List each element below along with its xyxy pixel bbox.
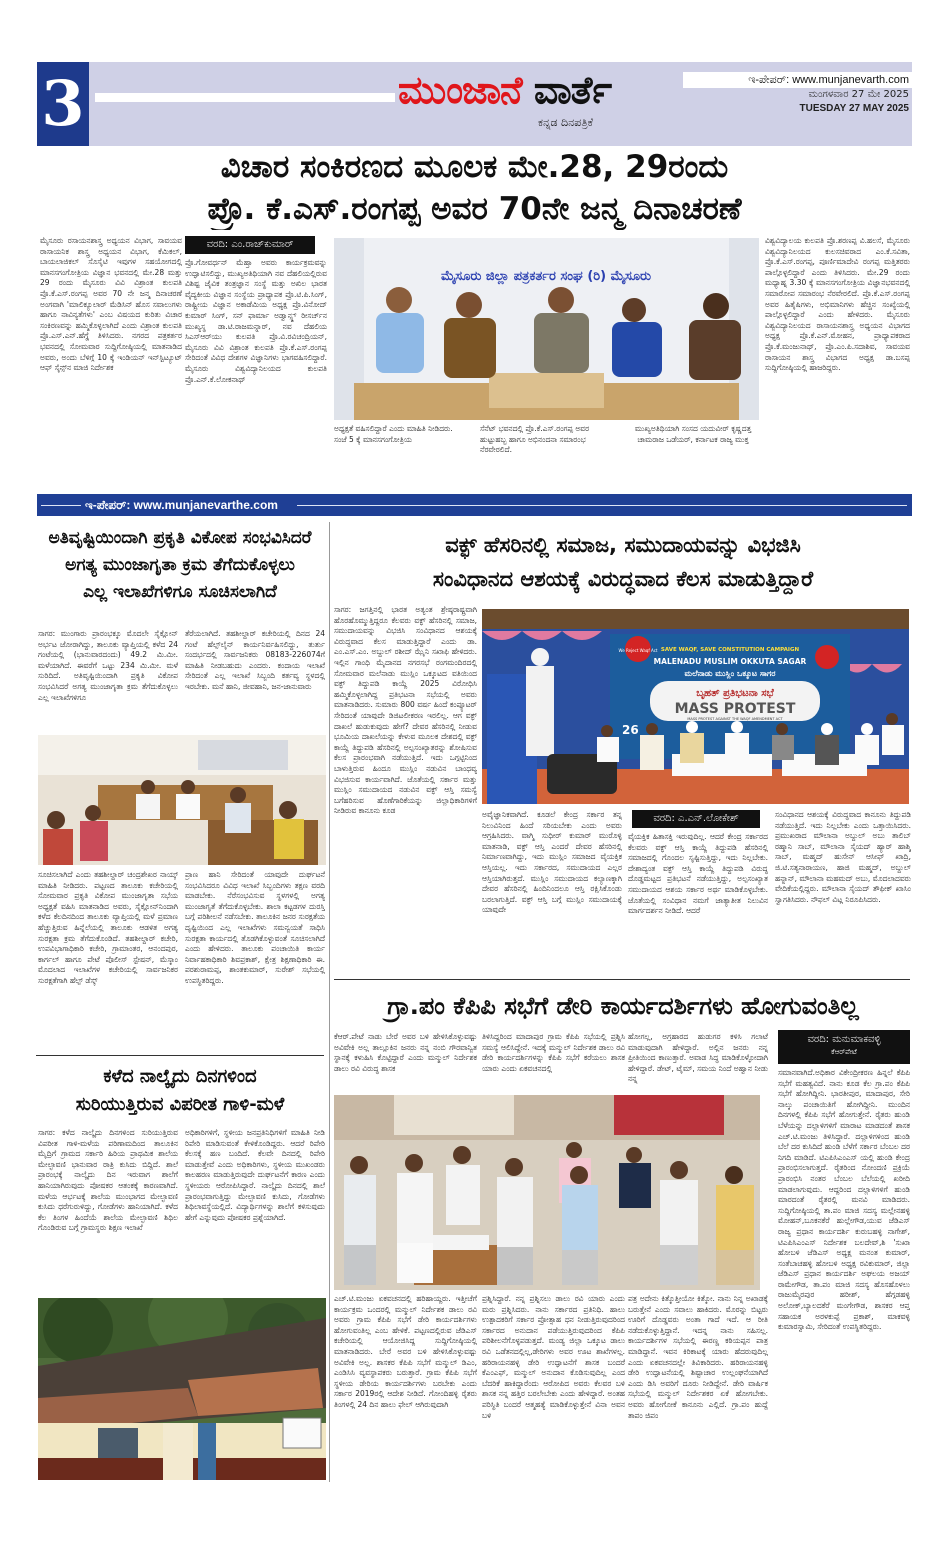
story4-top-rule bbox=[334, 979, 910, 980]
photo-banner-text: ಮೈಸೂರು ಜಿಲ್ಲಾ ಪತ್ರಕರ್ತರ ಸಂಘ (ರಿ) ಮೈಸೂರು bbox=[440, 269, 652, 284]
logo-part-1: ಮುಂಜಾನೆ bbox=[398, 68, 522, 112]
band-rule-right bbox=[297, 505, 907, 506]
story1-photo bbox=[334, 238, 759, 420]
banner-subtitle: MASS PROTEST AGAINST THE WAQF AMENDMENT ACT bbox=[687, 717, 783, 721]
story4-lower-column-1: ಎಚ್.ಟಿ.ಮಂಜು ಏಕವಚನದಲ್ಲಿ ಹರಿಹಾಯ್ದರು. ಇತ್ತೀಚೆಗೆ ಕಾರ್ಯಕ್ರಮ ಒಂದರಲ್ಲಿ ಮನ್ಮುಲ್ ನಿರ್ದೇಶಕ ಡಾಲು ರವಿ ಅವರು ಗ್ರಾಮ ಕೆಪಿಪಿ ಸಭೆಗೆ ಡೇರಿ ಕಾರ್ಯದರ್ಶಿಗಳು ಹೋಗುವಂತಿಲ್ಲ ಎಂಬ ಹೇಳಿಕೆ. ಪಟ್ಟಣದಲ್ಲಿರುವ ಜೆಡಿಎಸ್ ಕಚೇರಿಯಲ್ಲಿ ಆಯೋಜಿಸಿದ್ದ ಸುದ್ದಿಗೋಷ್ಠಿಯಲ್ಲಿ ಮಾತನಾಡಿದರು. ಬೇರೆ ಅವರ ಬಳಿ ಹೇಳಿಸಿಕೊಳ್ಳುವಷ್ಟು ಅವಿವೇಕಿ ಅಲ್ಲ. ಶಾಸಕರ ಕೆಪಿಪಿ ಸಭೆಗೆ ಮನ್ಮುಲ್ ಡಿಎಂ, ಎಂಡಿಸಿಸಿ ವ್ಯವಸ್ಥಾಪಕರು ಬರುತ್ತಾರೆ. ಗ್ರಾಮ ಕೆಪಿಪಿ ಸಭೆಗೆ ಸ್ಥಳೀಯ ಡೇರಿಯ ಕಾರ್ಯದರ್ಶಿಗಳು ಬರಬೇಕು ಎಂದು ಸರ್ಕಾರ 2019ರಲ್ಲಿ ಆದೇಶ ನೀಡಿದೆ. ಗೋಂದಿಹಳ್ಳಿ ರೈತರು ತಿಂಗಳಲ್ಲಿ 24 ದಿನ ಹಾಲು ಫೇಲ್ ಆಗಿರುವುದಾಗಿ bbox=[334, 1294, 477, 1409]
banner-org-english: MALENADU MUSLIM OKKUTA SAGAR bbox=[653, 657, 807, 666]
banner-title-kannada: ಬೃಹತ್ ಪ್ರತಿಭಟನಾ ಸಭೆ bbox=[696, 688, 774, 699]
story4-photo bbox=[334, 1095, 760, 1290]
story4-column-3: ಹೋಗಲ್ಲ, ಅಗ್ರಹಾರದ ಹುಡುಗರ ಕಳಿಸಿ ಗಲಾಟೆ ಮಾಡುವುದಾಗಿ ಹೇಳಿದ್ದಾರೆ. ಅಲ್ಲಿನ ಜನರು ನನ್ನ ಪ್ರೀತಿಯಿಂದ ಕಾಣುತ್ತಾರೆ. ಅವಾಡ ಸಿದ್ಧ ಮಾಡಿಕೊಳ್ಳೋದಾಗಿ ಹೇಳಿದ್ದಾರೆ. ಡೇಟ್, ಟೈಮ್, ಸಮಯ ನಿಂದೆ ಅಹ್ವಾನ ನೀಡು ನನ್ನ bbox=[628, 1032, 768, 1084]
story5-column-1: ಸಾಗರ: ಕಳೆದ ನಾಲ್ಕೈದು ದಿನಗಳಿಂದ ಸುರಿಯುತ್ತಿರುವ ವಿಪರೀತ ಗಾಳಿ-ಮಳೆಯ ಪರಿಣಾಮದಿಂದ ತಾಲೂಕಿನ ಮೈದ್ರಿಗೆ ಗ್ರಾಮದ ಸರ್ಕಾರಿ ಹಿರಿಯ ಪ್ರಾಥಮಿಕ ಶಾಲೆಯ ಮೇಲ್ಛಾವಣಿ ಭಾನುವಾರ ರಾತ್ರಿ ಕುಸಿದು ಬಿದ್ದಿದೆ. ಶಾಲೆ ಪ್ರಾರಂಭಕ್ಕೆ ನಾಲ್ಕೈದು ದಿನ ಇರುವಾಗ ಶಾಲೆಗೆ ಹಾನಿಯಾಗಿರುವುದು ಪೋಷಕರ ಆತಂಕಕ್ಕೆ ಕಾರಣವಾಗಿದೆ. ಮಳೆಯ ಆರ್ಭಟಕ್ಕೆ ಶಾಲೆಯ ಮುಂಭಾಗದ ಮೇಲ್ಛಾವಣಿ ಕುಸಿದು ಧರೆಗುರುಳಿದ್ದು, ಗೋಡೆಗಳು ಹಾನಿಯಾಗಿದೆ. ಕಳೆದ ಕೆಲ ತಿಂಗಳ ಹಿಂದೆಯೆ ಶಾಲೆಯ ಮೇಲ್ಛಾವಣಿ ಶಿಥಿಲ ಗೊಂಡಿರುವ ಬಗ್ಗೆ ಗ್ರಾಮಸ್ಥರು ಶಿಕ್ಷಣ ಇಲಾಖೆ bbox=[38, 1128, 178, 1233]
banner-title-english: MASS PROTEST bbox=[674, 701, 796, 717]
page-number: 3 bbox=[37, 62, 89, 146]
column-divider bbox=[329, 522, 330, 1482]
press-conference-photo bbox=[334, 1095, 760, 1290]
headline-line: ವಕ್ಫ್ ಹೆಸರಿನಲ್ಲಿ ಸಮಾಜ, ಸಮುದಾಯವನ್ನು ವಿಭಜಿಸಿ bbox=[445, 533, 801, 557]
headline-line: ಅತಿವೃಷ್ಟಿಯಿಂದಾಗಿ ಪ್ರಕೃತಿ ವಿಕೋಪ ಸಂಭವಿಸಿದರೆ bbox=[48, 528, 312, 548]
story4-column-4: ಸಮಾನವಾಗಿದೆ.ಅಧಿಕಾರ ವಿಕೇಂದ್ರೀಕರಣ ಹಿನ್ನಲೆ ಕೆಪಿಪಿ ಸಭೆಗೆ ಮಹತ್ವವಿದೆ. ನಾನು ಕೂಡ ಕೆಲ ಗ್ರಾ.ಪಂ ಕೆಪಿಪಿ ಸಭೆಗೆ ಹೋಗಿದ್ದೀನಿ. ಭಾರತೀಪುರ, ಮಾದಾಪುರ, ಸೇರಿ ನಾಲ್ಕು ಪಂಚಾಯಿತಿಗೆ ಹೋಗಿದ್ದೀನಿ. ಮುಂದಿನ ದಿನಗಳಲ್ಲಿ ಕೆಪಿಪಿ ಸಭೆಗೆ ಹೋಗುತ್ತೇನೆ. ರೈತರು ಹುಂಡಿ ಬೆಳೆಯನ್ನು ದಲ್ಲಾಳಿಗಳಿಗೆ ಮಾರಾಟ ಮಾಡದಂತೆ ಶಾಸಕ ಎಚ್.ಟಿ.ಮಂಜು ತಿಳಿಸಿದ್ದಾರೆ. ದಲ್ಲಾಳಿಗಳಿಂದ ಹುಂಡಿ ಬೆಲೆ ದರ ಕುಸಿದಿದೆ ಹುಂಡಿ ಬೆಳೆಗೆ ಸರ್ಕಾರ ಬೆಂಬಲ ದರ ನಿಗದಿ ಮಾಡಿದೆ. ಟಿಎಪಿಸಿಎಂಎಸ್ ಯಲ್ಲಿ ಹುಂಡಿ ಕೇಂದ್ರ ಪ್ರಾರಂಭಿಸಲಾಗುತ್ತದೆ. ರೈತರಿಂದ ನೋಂದಣಿ ಪ್ರಕ್ರಿಯೆ ಪ್ರಾರಂಭಿಸಿ ನಂತರ ಬೆಂಬಲ ಬೆಲೆಯಲ್ಲಿ ಖರೀದಿ ಮಾಡಲಾಗುವುದು. ಆದ್ದರಿಂದ ದಲ್ಲಾಳಿಗಳಿಗೆ ಹುಂಡಿ ಮಾರದಂತೆ ರೈತರಲ್ಲಿ ಮನವಿ ಮಾಡಿದರು. ಸುದ್ದಿಗೋಷ್ಠಿಯಲ್ಲಿ ತಾ.ಪಂ ಮಾಜಿ ಸದಸ್ಯ ಮಲ್ಲೇನಹಳ್ಳಿ ಮೋಹನ್,ಬೂಕನಕೆರೆ ಹುಲ್ಲೇಗೌಡ,ಯುವ ಜೆಡಿಎಸ್ ರಾಜ್ಯ ಪ್ರಧಾನ ಕಾರ್ಯದರ್ಶಿ ಕುರುಬಹಳ್ಳಿ ನಾಗೇಶ್, ಟಿಎಪಿಸಿಎಂಎಸ್ ನಿರ್ದೇಶಕ ಬಲದೇವ್,ಶಿ 'ಸುಖಾ ಹೋಬಳಿ ಜೆಡಿಎಸ್ ಅಧ್ಯಕ್ಷ ಮನಂತ ಕುಮಾರ್, ಸಂತೆಬಾಚಹಳ್ಳಿ ಹೋಬಳಿ ಅಧ್ಯಕ್ಷ ರವಿಕುಮಾರ್, ಜಿಲ್ಲಾ ಜೆಡಿಎಸ್ ಪ್ರಧಾನ ಕಾರ್ಯದರ್ಶಿ ಅಘಲಯ ಅಜಯ್ ರಾಮೇಗೌಡ, ತಾ.ಪಂ ಮಾಜಿ ಸದಸ್ಯ ಹೊಸಹೊಳಲು ರಾಜುಮೈರಪುರ ಹರೀಶ್, ಹೆಗ್ಗಡಹಳ್ಳಿ ಅಲೋಕ್,ಬ್ಯಾಲದಕೆರೆ ಮಂಗೇಗೌಡ, ಶಾಸಕರ ಆಪ್ತ ಸಹಾಯಕ ಅರಳಕುಪ್ಪೆ ಪ್ರಕಾಶ್, ಮಾಕವಳ್ಳಿ ಕುಮಾರಸ್ವಾಮಿ, ಸೇರಿದಂತೆ ಉಪಸ್ಥಿತರಿದ್ದರು. bbox=[778, 1068, 910, 1332]
story2-column-1: ಸಾಗರ: ಮುಂಗಾರು ಪ್ರಾರಂಭಕ್ಕೂ ಮೊದಲೇ ಸೈಕ್ಲೋನ್ ಅರ್ಭಟ ಜೋರಾಗಿದ್ದು, ತಾಲೂಕು ವ್ಯಾಪ್ತಿಯಲ್ಲಿ ಕಳೆದ 24 ಗಂಟೆಯಲ್ಲಿ (ಭಾನುವಾರದಂದು) 49.2 ಮಿ.ಮೀ. ಮಳೆಯಾಗಿದೆ. ಈವರೆಗೆ ಒಟ್ಟು 234 ಮಿ.ಮೀ. ಮಳೆ ಸುರಿದಿದೆ. ಅತಿವೃಷ್ಟಿಯಿಂದಾಗಿ ಪ್ರಕೃತಿ ವಿಕೋಪ ಸಂಭವಿಸಿದರೆ ಅಗತ್ಯ ಮುಂಜಾಗೃತಾ ಕ್ರಮ ತೆಗೆದುಕೊಳ್ಳಲು ಎಲ್ಲ ಇಲಾಖೆಗಳಿಗೂ bbox=[38, 629, 178, 702]
story4-lower-column-3: ಪತ್ರ ಅದೇನು ಕಿತ್ಕೊತ್ತೀಯೋ ಕಿತ್ಕೋ. ನಾನು ನಿನ್ನ ಅಖಾಡಕ್ಕೆ ಬರುತ್ತೇನೆ ಎಂದು ಸವಾಲು ಹಾಕಿದರು. ಮೊರನ್ನು ಬಿಟ್ಟರು ಊರಿಗೆ ದೊಡ್ಡವರು ಅಂತಾ ಗಾದೆ ಇದೆ. ಆ ರೀತಿ ನಡೆದುಕೊಳ್ಳುತ್ತಿದ್ದಾನೆ. ಇದನ್ನ ನಾನು ಸಹಿಸಲ್ಲ. ಕಾರ್ಯದರ್ಶಿಗಳ ಸಭೆಯಲ್ಲಿ ಈರಣ್ಣ ಕಠಿಯಪ್ಪನ ಪಾತ್ರ ಮಾಡಿದ್ದಾನೆ. ಇವನ ಕಿರಿಕಾಟಕ್ಕೆ ಯಾರು ಹೆದರುವುದಿಲ್ಲ ಎಂದು ಏಕವಚನದಲ್ಲೇ ತಿವಿಕಾರಿದರು. ಹರಿರಾಯನಹಳ್ಳಿ ಡೇರಿ ಉದ್ಘಾಟನೆಯಲ್ಲಿ ಶಿಷ್ಟಾಚಾರ ಉಲ್ಲಂಘನೆಯಾಗಿದೆ ಎಂದು ಡಿಸಿ ಅವರಿಗೆ ದೂರು ನೀಡಿದ್ದೇನೆ. ಡೇರಿ ವಾರ್ಷಿಕ ಸಭೆಯಲ್ಲಿ ಮನ್ಮುಲ್ ನಿರ್ದೇಶಕರ ಏಕೆ ಹೋಗಬೇಕು. ಅವರು ಹೋಗೋಕೆ ಕಾನೂನು ಎಲ್ಲಿದೆ. ಗ್ರಾ.ಪಂ ಹುದ್ದೆ ತಾಪಂ ಜಿಪಂ bbox=[628, 1294, 768, 1420]
story5-top-rule bbox=[36, 1055, 324, 1056]
epaper-band-url[interactable]: ಇ-ಪೇಪರ್: www.munjanevarthe.com bbox=[85, 498, 278, 512]
story3-column-4: ಸಂವಿಧಾನದ ಆಶಯಕ್ಕೆ ವಿರುದ್ಧವಾದ ಕಾನೂನು ತಿದ್ದುಪಡಿ ನಡೆಯುತ್ತಿದೆ. ಇದು ನಿಲ್ಲಬೇಕು ಎಂದು ಒತ್ತಾಯಿಸಿದರು. ಪ್ರಮುಖರಾದ ಮೌಲಾನಾ ಅಬ್ದುಲ್ ಅಬು ತಾಲಿಬ್ ರಹ್ಮಾನಿ ಸಾಬ್, ಮೌಲಾನಾ ಸೈಯದ್ ಹ್ಯಾರ್ ಹಾಶ್ಮಿ ಸಾಬ್, ಮಹ್ಮದ್ ಹುಸೇನ್ ಆಸೀಫ್ ಖಾದ್ರಿ, ಜಿ.ಟಿ.ಸತ್ಯನಾರಾಯಣ, ಹಾಜಿ ಮಹ್ಮದ್, ಅಬ್ದುಲ್ ಹನ್ನಾನ್, ಮೌಲಾನಾ ಮಹಮದ್ ಅಬು, ಮೊದಲಾದವರು ವೇದಿಕೆಯಲ್ಲಿದ್ದರು. ಮೌಲಾನಾ ಸೈಯದ್ ತೌಫೀಕ್ ಖಾಸಿಂ ಸ್ವಾಗತಿಸಿದರು. ನೌಫಲ್ ವಿಟ್ಲ ನಿರೂಪಿಸಿದರು. bbox=[775, 810, 911, 904]
headline-line: ಸುರಿಯುತ್ತಿರುವ ವಿಪರೀತ ಗಾಳಿ-ಮಳೆ bbox=[75, 1094, 285, 1115]
story3-column-1: ಸಾಗರ: ಜಗತ್ತಿನಲ್ಲಿ ಭಾರತ ಅತ್ಯಂತ ಶ್ರೇಷ್ಠರಾಷ್ಟ್ರವಾಗಿ ಹೊರಹೊಮ್ಮುತ್ತಿದ್ದರೂ ಕೆಲವರು ವಕ್ಫ್ ಹೆಸರಿನಲ್ಲಿ ಸಮಾಜ, ಸಮುದಾಯವನ್ನು ವಿಭಜಿಸಿ ಸಂವಿಧಾನದ ಆಶಯಕ್ಕೆ ವಿರುದ್ಧವಾದ ಕೆಲಸ ಮಾಡುತ್ತಿದ್ದಾರೆ ಎಂದು ಡಾ. ಎಂ.ಎಸ್.ಎಂ. ಅಬ್ದುಲ್ ರಶೀದ್ ಝೈನಿ ಸಖಾಫಿ ಹೇಳಿದರು. ಇಲ್ಲಿನ ಗಾಂಧಿ ಮೈದಾನದ ನಗರಸಭೆ ರಂಗಮಂದಿರದಲ್ಲಿ ಸೋಮವಾರ ಮಲೆನಾಡು ಮುಸ್ಲಿಂ ಒಕ್ಕೂಟದ ವತಿಯಿಂದ ವಕ್ಫ್ ತಿದ್ದುಪಡಿ ಕಾಯ್ದೆ 2025 ವಿರೋಧಿಸಿ ಹಮ್ಮಿಕೊಳ್ಳಲಾಗಿದ್ದ ಪ್ರತಿಭಟನಾ ಸಭೆಯಲ್ಲಿ ಅವರು ಮಾತನಾಡಿದರು. ಸುಮಾರು 800 ವರ್ಷ ಹಿಂದೆ ಕಂಪ್ಯೂಟರ್ ಸೇರಿದಂತೆ ಯಾವುದೇ ಡಿಜಿಟಲೀಕರಣ ಇರಲಿಲ್ಲ. ಆಗ ವಕ್ಫ್ ದಾಖಲೆ ಹುಡುಕುವುದು ಹೇಗೆ? ದೇವರ ಹೆಸರಿನಲ್ಲಿ ನೀಡುವ ಭೂಮಿಯ ದಾಖಲೆಯನ್ನು ಕೇಳುವ ಮೂಲಕ ದೇಶದಲ್ಲಿ ವಕ್ಫ್ ಕಾಯ್ದೆ ತಿದ್ದುಪಡಿ ಹೆಸರಿನಲ್ಲಿ ಅಲ್ಪಸಂಖ್ಯಾತರನ್ನು ಶೋಷಿಸುವ ಕೆಲಸ ಪ್ರಾರಂಭವಾಗಿ ನಡೆಯುತ್ತಿದೆ. ಇದು ಒಗ್ಗಟ್ಟಿನಿಂದ ಬಾಳುತ್ತಿರುವ ಹಿಂದೂ ಮುಸ್ಲಿಂ ನಡುವಿನ ಬಾಂಧವ್ಯ ವಿಭಜಿಸುವ ಕಾರ್ಯವಾಗಿದೆ. ಜೊತೆಯಲ್ಲಿ ಸರ್ಕಾರ ಮತ್ತು ಮುಸ್ಲಿಂ ಸಮುದಾಯದ ನಡುವಿನ ವಕ್ಫ್ ಆಸ್ತಿ ಸಮಸ್ಯೆ ಬಗೆಹರಿಸುವ ಹೊಣೆಗಾರಿಕೆಯನ್ನು ಜಿಲ್ಲಾಧಿಕಾರಿಗಳಿಗೆ ನೀಡಿರುವ ಕಾನೂನು ಕೂಡ bbox=[334, 605, 477, 816]
banner-date: 26 bbox=[622, 723, 639, 737]
logo-part-2: ವಾರ್ತೆ bbox=[533, 68, 612, 112]
story3-headline bbox=[334, 528, 912, 596]
headline-line: ಸಂವಿಧಾನದ ಆಶಯಕ್ಕೆ ವಿರುದ್ಧವಾದ ಕೆಲಸ ಮಾಡುತ್ತಿದ್ದಾರೆ bbox=[432, 567, 814, 591]
story1-caption-1: ಅಧ್ಯಕ್ಷತೆ ವಹಿಸಲಿದ್ದಾರೆ ಎಂದು ಮಾಹಿತಿ ನೀಡಿದರು. ಸಂಜೆ 5 ಕ್ಕೆ ಮಾನಸಗಂಗೋತ್ರಿಯ bbox=[334, 424, 453, 444]
story1-caption-3: ಮುಖ್ಯಅತಿಥಿಯಾಗಿ ಸಂಸದ ಯದುವೀರ್ ಕೃಷ್ಣದತ್ತ ಚಾಮರಾಜ ಒಡೆಯರ್, ಕರ್ನಾಟಕ ರಾಜ್ಯ ಮುಕ್ತ bbox=[634, 424, 752, 444]
story4-lower-column-2: ಪ್ರಶ್ನಿಸಿದ್ದಾರೆ. ನನ್ನ ಪ್ರಶ್ನಿಸಲು ಡಾಲು ರವಿ ಯಾರು ಎಂದು ಮರು ಪ್ರಶ್ನಿಸಿದರು. ನಾನು ಸರ್ಕಾರದ ಪ್ರತಿನಿಧಿ. ಹಾಲು ಉತ್ಪಾದಕರಿಗೆ ಸರ್ಕಾರ ಪ್ರೋತ್ಸಾಹ ಧನ ನೀಡುತ್ತಿರುವುದರಿಂದ ಸರ್ಕಾರದ ಅನುದಾನ ಪಡೆಯುತ್ತಿರುವುದರಿಂದ ಕೆಪಿಪಿ ಪರಿಶೀಲನೆಗೊಳ್ಳಪಡುತ್ತದೆ. ಮಂಡ್ಯ ಜಿಲ್ಲಾ ಒಕ್ಕೂಟ ಡಾಲು ರವಿ ಒಡೆತನದಲ್ಲಿಲ್ಲ,ಡೇರಿಗಳು ಅವರ ಊಟ ಶಾಖೆಗಳಲ್ಲ. ಹರಿರಾಯನಹಳ್ಳಿ ಡೇರಿ ಉದ್ಘಾಟನೆಗೆ ಶಾಸಕ ಬಂದರೆ ಕೆಎಂಎಫ್, ಮನ್ಮುಲ್ ಅನುದಾನ ಕೊಡಿಸುವುದಿಲ್ಲ ಎಂದ ಬೆದರಿಕೆ ಹಾಕಿದ್ದಾರೆಂದು ಆರೋಪಿದ ಅವರು ಕೆಲವರ ಬಳಿ ಶಾಸಕ ನನ್ನ ಹತ್ತಿರ ಬರಲೇಬೇಕು ಎಂದು ಹೇಳಿದ್ದಾರೆ. ಅಂತಹ ಪರಿಸ್ಥಿತಿ ಬಂದರೆ ಆತ್ಮಹತ್ಯೆ ಮಾಡಿಕೊಳ್ಳುತ್ತೇನೆ ವಿನಾ ಅವನ ಬಳಿ bbox=[482, 1294, 625, 1420]
epaper-band bbox=[37, 494, 912, 516]
masthead-divider bbox=[95, 93, 395, 102]
story3-column-3: ವೈಯಕ್ತಿಕ ಹಿತಾಸಕ್ತಿ ಇರುವುದಿಲ್ಲ. ಆದರೆ ಕೇಂದ್ರ ಸರ್ಕಾರದ ಕೆಲವರು ವಕ್ಫ್ ಆಸ್ತಿ ಕಾಯ್ದೆ ತಿದ್ದುಪಡಿ ಹೆಸರಿನಲ್ಲಿ ಸಮಾಜದಲ್ಲಿ ಗೊಂದಲ ಸೃಷ್ಟಿಸುತ್ತಿದ್ದು, ಇದು ನಿಲ್ಲಬೇಕು. ದೇಶಾದ್ಯಂತ ವಕ್ಫ್ ಆಸ್ತಿ ಕಾಯ್ದೆ ತಿದ್ದುಪಡಿ ವಿರುದ್ಧ ದೊಡ್ಡಮಟ್ಟದ ಪ್ರತಿಭಟನೆ ನಡೆಯುತ್ತಿದ್ದು, ಅಲ್ಪಸಂಖ್ಯಾತ ಸಮುದಾಯದ ಆಶಯ ಸರ್ಕಾರ ಅರ್ಥ ಮಾಡಿಕೊಳ್ಳಬೇಕು. ಜೊತೆಯಲ್ಲಿ ಸಂವಿಧಾನ ನಮಗೆ ಜಾತ್ಯಾತೀತ ನಿಲುವಿನ ಮಾರ್ಗದರ್ಶನ ನೀಡಿದೆ. ಆದರೆ bbox=[628, 832, 768, 916]
headline-line: ಪ್ರೊ. ಕೆ.ಎಸ್.ರಂಗಪ್ಪ ಅವರ 70ನೇ ಜನ್ಮ ದಿನಾಚರಣೆ bbox=[207, 191, 742, 227]
story1-headline bbox=[37, 146, 912, 230]
story2-column-4: ಪ್ರಾಣ ಹಾನಿ ಸೇರಿದಂತೆ ಯಾವುದೇ ದುರ್ಘಟನೆ ಸಂಭವಿಸಿದರೂ ವಿವಿಧ ಇಲಾಖೆ ಸಿಬ್ಬಂದಿಗಳು ತಕ್ಷಣ ವರದಿ ಮಾಡಬೇಕು. ನೆರೆಸಂಭವಿಸುವ ಸ್ಥಳಗಳಲ್ಲಿ ಅಗತ್ಯ ಮುಂಜಾಗೃತೆ ತೆಗೆದುಕೊಳ್ಳಬೇಕು. ಶಾಲಾ ಕಟ್ಟಡಗಳ ದುರಸ್ತಿ ಬಗ್ಗೆ ಪರಿಶೀಲನೆ ನಡೆಸಬೇಕು. ತಾಲೂಕಿನ ಜನರ ಸುರಕ್ಷತೆಯ ದೃಷ್ಟಿಯಿಂದ ಎಲ್ಲ ಇಲಾಖೆಗಳು ಸಮನ್ವಯತೆ ಸಾಧಿಸಿ ಸುರಕ್ಷತಾ ಕಾರ್ಯದಲ್ಲಿ ತೊಡಗಿಕೊಳ್ಳುವಂತೆ ಸೂಚಿಸಲಾಗಿದೆ ಎಂದು ಹೇಳಿದರು. ತಾಲೂಕು ಪಂಚಾಯಿತಿ ಕಾರ್ಯ ನಿರ್ವಾಹಕಾಧಿಕಾರಿ ಶಿವಪ್ರಕಾಶ್, ಕ್ಷೇತ್ರ ಶಿಕ್ಷಣಾಧಿಕಾರಿ ಈ. ಪರಶುರಾಮಪ್ಪ, ಶಾಂತಕುಮಾರ್, ಸುರೇಶ್ ಸಭೆಯಲ್ಲಿ ಉಪಸ್ಥಿತರಿದ್ದರು. bbox=[185, 870, 325, 985]
story5-photo bbox=[38, 1298, 326, 1480]
headline-line: ವಿಚಾರ ಸಂಕಿರಣದ ಮೂಲಕ ಮೇ.28, 29ರಂದು bbox=[220, 149, 729, 185]
story4-headline: ಗ್ರಾ.ಪಂ ಕೆಪಿಪಿ ಸಭೆಗೆ ಡೇರಿ ಕಾರ್ಯದರ್ಶಿಗಳು ಹೋಗುವಂತಿಲ್ಲ bbox=[387, 992, 859, 1020]
story2-column-2: ತೆರೆಯಲಾಗಿದೆ. ತಹಶೀಲ್ದಾರ್ ಕಚೇರಿಯಲ್ಲಿ ದಿನದ 24 ಗಂಟೆ ಹೆಲ್ಪ್‌ಲೈನ್ ಕಾರ್ಯನಿರ್ವಹಿಸಲಿದ್ದು, ತುರ್ತು ಸಂದರ್ಭದಲ್ಲಿ ಸಾರ್ವಜನಿಕರು 08183-226074ಗೆ ಮಾಹಿತಿ ನೀಡಬಹುದು ಎಂದರು. ಕಂದಾಯ ಇಲಾಖೆ ಸೇರಿದಂತೆ ಎಲ್ಲ ಇಲಾಖೆ ಸಿಬ್ಬಂದಿ ಕರ್ತವ್ಯ ಸ್ಥಳದಲ್ಲಿ ಇರಬೇಕು. ಮನೆ ಹಾನಿ, ಜೀವಹಾನಿ, ಜನ-ಜಾನುವಾರು bbox=[185, 629, 325, 691]
story4-column-1: ಕೆಆರ್.ಪೇಟೆ ನಾಡು ಬೇರೆ ಅವರ ಬಳಿ ಹೇಳಿಸಿಕೊಳ್ಳುವಷ್ಟು ಅವಿವೇಕಿ ಅಲ್ಲ ತಾಲ್ಲೂಕಿನ ಜನರು ನನ್ನ ನಂಬಿ ಗೌರವಾನ್ವಿತ ಸ್ಥಾನಕ್ಕೆ ಕಳುಹಿಸಿ ಕೊಟ್ಟಿದ್ದಾರೆ ಎಂದು ಮನ್ಮುಲ್ ನಿರ್ದೇಶಕ ಡಾಲು ರವಿ ವಿರುದ್ಧ ಶಾಸಕ bbox=[334, 1032, 477, 1073]
newspaper-logo bbox=[398, 66, 660, 114]
collapsed-roof-photo bbox=[38, 1298, 326, 1480]
press-meet-photo bbox=[334, 238, 759, 420]
story5-column-2: ಅಧಿಕಾರಿಗಳಿಗೆ, ಸ್ಥಳೀಯ ಜನಪ್ರತಿನಿಧಿಗಳಿಗೆ ಮಾಹಿತಿ ನೀಡಿ ರಿಪೇರಿ ಮಾಡಿಸುವಂತೆ ಕೇಳಿಕೊಂಡಿದ್ದರು. ಆದರೆ ರಿಪೇರಿ ಕೆಲಸಕ್ಕೆ ಹಣ ಬಂದಿದೆ. ಕೆಲವೇ ದಿನದಲ್ಲಿ ರಿಪೇರಿ ಮಾಡುತ್ತೇವೆ ಎಂದು ಅಧಿಕಾರಿಗಳು, ಸ್ಥಳೀಯ ಮುಖಂಡರು ಕಾಲಹರಣ ಮಾಡುತ್ತಿರುವುದೇ ದುರ್ಘಟನೆಗೆ ಕಾರಣ ಎಂದು ಸ್ಥಳೀಯರು ಆರೋಪಿಸಿದ್ದಾರೆ. ನಾಲ್ಕೈದು ದಿನದಲ್ಲಿ ಶಾಲೆ ಪ್ರಾರಂಭವಾಗುತ್ತಿದ್ದು ಮೇಲ್ಛಾವಣಿ ಕುಸಿದು, ಗೋಡೆಗಳು ಶಿಥಿಲಾವಸ್ಥೆಯಲ್ಲಿದೆ. ವಿದ್ಯಾರ್ಥಿಗಳನ್ನು ಶಾಲೆಗೆ ಕಳಿಸುವುದು ಹೇಗೆ ಎನ್ನುವುದು ಪೋಷಕರ ಪ್ರಶ್ನೆಯಾಗಿದೆ. bbox=[185, 1128, 325, 1222]
headline-line: ಅಗತ್ಯ ಮುಂಜಾಗೃತಾ ಕ್ರಮ ತೆಗೆದುಕೊಳ್ಳಲು bbox=[65, 555, 295, 575]
story1-column-1: ಮೈಸೂರು ರಸಾಯನಶಾಸ್ತ್ರ ಅಧ್ಯಯನ ವಿಭಾಗ, ಸಾವಯವ ರಾಸಾಯನಿಕ ಶಾಸ್ತ್ರ ಅಧ್ಯಯನ ವಿಭಾಗ, ಕೆಮಿಕಲ್, ಬಾಯಲಾಜಿಕಲ್ ಸೊಸೈಟಿ ಇವುಗಳ ಸಹಯೋಗದಲ್ಲಿ ಮಾನಸಗಂಗೋತ್ರಿಯ ವಿಜ್ಞಾನ ಭವನದಲ್ಲಿ ಮೇ.28 ಮತ್ತು 29 ರಂದು ಮೈಸೂರು ವಿವಿ ವಿಶ್ರಾಂತ ಕುಲಪತಿ ಪ್ರೊ.ಕೆ.ಎಸ್.ರಂಗಪ್ಪ ಅವರ 70 ನೇ ಜನ್ಮ ದಿನಾಚರಣೆ ಅಂಗವಾಗಿ 'ಮಾಲಿಕ್ಯೂಲಾರ್ ಮೆಡಿಸಿನ್ ಹೊಸ ಸವಾಲುಗಳು ಹಾಗೂ ನಾವಿನ್ಯತೆಗಳು' ಎಂಬ ವಿಷಯದ ಕುರಿತು ವಿಚಾರ ಸಂಕಿರಣವನ್ನು ಹಮ್ಮಿಕೊಳ್ಳಲಾಗಿದೆ ಎಂದು ವಿಶ್ರಾಂತ ಕುಲಪತಿ ಪ್ರೊ.ಎಸ್.ಎನ್.ಹೆಗ್ಡೆ ತಿಳಿಸಿದರು. ನಗರದ ಪತ್ರಕರ್ತರ ಭವನದಲ್ಲಿ ಸೋಮವಾರ ಸುದ್ದಿಗೋಷ್ಠಿಯಲ್ಲಿ ಮಾತನಾಡಿದ ಅವರು, ಅಂದು ಬೆಳಿಗ್ಗೆ 10 ಕ್ಕೆ ಇಂಡಿಯನ್ ಇನ್‌ಸ್ಟಿಟ್ಯೂಟ್ ಆಫ್ ಸೈನ್ಸ್‌ನ ಮಾಜಿ ನಿರ್ದೇಶಕ bbox=[40, 236, 182, 373]
story1-byline: ವರದಿ: ಎಂ.ರಾಜ್‌ಕುಮಾರ್ bbox=[185, 236, 315, 254]
date-english: TUESDAY 27 MAY 2025 bbox=[799, 103, 909, 114]
story2-headline bbox=[36, 525, 324, 606]
byline-name: ವರದಿ: ಮನುಮಾಕವಳ್ಳಿ bbox=[807, 1034, 881, 1045]
band-rule-left bbox=[41, 505, 81, 506]
meeting-photo bbox=[38, 735, 326, 865]
story3-column-2: ಅವೈಜ್ಞಾನಿಕವಾಗಿದೆ. ಕೂಡಲೆ ಕೇಂದ್ರ ಸರ್ಕಾರ ತನ್ನ ನಿಲುವಿನಿಂದ ಹಿಂದೆ ಸರಿಯಬೇಕು ಎಂದು ಅವರು ಆಗ್ರಹಿಸಿದರು. ವಾಗ್ಮಿ ಸುಧೀರ್ ಕುಮಾರ್ ಮುರೊಳ್ಳಿ ಮಾತನಾಡಿ, ವಕ್ಫ್ ಆಸ್ತಿ ಎಂದರೆ ದೇವರ ಹೆಸರಿನಲ್ಲಿ ನಿರ್ಮಾಣವಾಗಿದ್ದು, ಇದು ಮುಸ್ಲಿಂ ಸಮಾಜದ ವೈಯಕ್ತಿಕ ಆಸ್ತಿಯಲ್ಲ. ಇದು ಸರ್ಕಾರದ, ಸಮುದಾಯದ ಎಲ್ಲರ ಆಸ್ತಿಯಾಗಿರುತ್ತದೆ. ಮುಸ್ಲಿಂ ಸಮುದಾಯದ ಕಲ್ಯಾಣಕ್ಕಾಗಿ ದೇವರ ಹೆಸರಿನಲ್ಲಿ ಹಿಂದಿನಿಂದಲೂ ಆಸ್ತಿ ರಕ್ಷಿಸಿಕೊಂಡು ಬರಲಾಗುತ್ತಿದೆ. ವಕ್ಫ್ ಆಸ್ತಿ ಬಗ್ಗೆ ಮುಸ್ಲಿಂ ಸಮುದಾಯಕ್ಕೆ ಯಾವುದೇ bbox=[482, 810, 622, 915]
byline-place: ಕೆಆರ್‌ಪೇಟೆ bbox=[831, 1048, 857, 1056]
story1-column-2: ಪ್ರೊ.ಗೋವರ್ಧನ್ ಮೆಹ್ತಾ ಅವರು ಕಾರ್ಯಕ್ರಮವನ್ನು ಉದ್ಘಾಟಿಸಲಿದ್ದು, ಮುಖ್ಯಅತಿಥಿಯಾಗಿ ನವ ದೆಹಲಿಯಲ್ಲಿರುವ ವಿಶಿಷ್ಟ ಜೈವಿಕ ತಂತ್ರಜ್ಞಾನ ಸಂಸ್ಥೆ ಮತ್ತು ಅಖಿಲ ಭಾರತ ವೈದ್ಯಕೀಯ ವಿಜ್ಞಾನ ಸಂಸ್ಥೆಯ ಪ್ರಾಧ್ಯಾಪಕ ಪ್ರೊ.ಟಿ.ಪಿ.ಸಿಂಗ್, ರಾಷ್ಟ್ರೀಯ ವಿಜ್ಞಾನ ಅಕಾಡೆಮಿಯ ಅಧ್ಯಕ್ಷ ಪ್ರೊ.ವಿನೋದ್ ಕುಮಾರ್ ಸಿಂಗ್, ಸನ್ ಫಾರ್ಮಾ ಅಡ್ವಾನ್ಸ್ಡ್ ರೀಸರ್ಚ್‌ನ ಮುಖ್ಯಸ್ಥ ಡಾ.ಟಿ.ರಾಜಮನ್ನಾರ್, ನವ ದೆಹಲಿಯ ಸಿಎಸ್‌ಆರ್‌ಯು ಕುಲಪತಿ ಪ್ರೊ.ವಿ.ರವಿಚಂದ್ರಿಯನ್, ಮೈಸೂರು ವಿವಿ ವಿಶ್ರಾಂತ ಕುಲಪತಿ ಪ್ರೊ.ಕೆ.ಎಸ್.ರಂಗಪ್ಪ ಸೇರಿದಂತೆ ವಿವಿಧ ದೇಶಗಳ ವಿಜ್ಞಾನಿಗಳು ಭಾಗವಹಿಸಲಿದ್ದಾರೆ. ಮೈಸೂರು ವಿಶ್ವವಿದ್ಯಾನಿಲಯದ ಕುಲಪತಿ ಪ್ರೊ.ಎನ್.ಕೆ.ಲೋಕನಾಥ್ bbox=[185, 258, 327, 384]
story1-column-4: ವಿಶ್ವವಿದ್ಯಾಲಯ ಕುಲಪತಿ ಪ್ರೊ.ಶರಣಪ್ಪ ವಿ.ಹಲಸೆ, ಮೈಸೂರು ವಿಶ್ವವಿದ್ಯಾನಿಲಯದ ಕುಲಸಚಿವರಾದ ಎಂ.ಕೆ.ಸವಿತಾ, ಪ್ರೊ.ಕೆ.ಎಸ್.ರಂಗಪ್ಪ, ಪೂರ್ಣಿಮಾದೇವಿ ರಂಗಪ್ಪ ಮತ್ತಿತರರು ಪಾಲ್ಗೊಳ್ಳಲಿದ್ದಾರೆ ಎಂದು ತಿಳಿಸಿದರು. ಮೇ.29 ರಂದು ಮಧ್ಯಾಹ್ನ 3.30 ಕ್ಕೆ ಮಾನಸಗಂಗೋತ್ರಿಯ ವಿಜ್ಞಾನಭವನದಲ್ಲಿ ಸಮಾರೋಪ ಸಮಾರಂಭ ನೆರವೇರಲಿದೆ. ಪ್ರೊ.ಕೆ.ಎಸ್.ರಂಗಪ್ಪ ಅವರ ಹಿತೈಷಿಗಳು, ಅಭಿಮಾನಿಗಳು ಹೆಚ್ಚಿನ ಸಂಖ್ಯೆಯಲ್ಲಿ ಪಾಲ್ಗೊಳ್ಳಲಿದ್ದಾರೆ ಎಂದು ಹೇಳಿದರು. ಮೈಸೂರು ವಿಶ್ವವಿದ್ಯಾನಿಲಯದ ರಾಸಾಯನಶಾಸ್ತ್ರ ಅಧ್ಯಯನ ವಿಭಾಗದ ಅಧ್ಯಕ್ಷ ಪ್ರೊ.ಕೆ.ಎನ್.ಮೋಹನ, ಪ್ರಾಧ್ಯಾಪಕರಾದ ಪ್ರೊ.ಕೆ.ಮಂಜುನಾಥ್, ಪ್ರೊ.ಎಂ.ಪಿ.ಸದಾಶಿವ, ಸಾವಯವ ರಾಸಾಯನ ಶಾಸ್ತ್ರ ವಿಭಾಗದ ಅಧ್ಯಕ್ಷ ಡಾ.ಬಸಪ್ಪ ಸುದ್ದಿಗೋಷ್ಠಿಯಲ್ಲಿ ಹಾಜರಿದ್ದರು. bbox=[765, 236, 910, 373]
story5-headline bbox=[36, 1063, 324, 1119]
headline-line: ಕಳೆದ ನಾಲ್ಕೈದು ದಿನಗಳಿಂದ bbox=[103, 1066, 257, 1087]
banner-campaign: SAVE WAQF, SAVE CONSTITUTION CAMPAIGN bbox=[660, 647, 800, 653]
story3-photo bbox=[482, 609, 909, 804]
headline-line: ಎಲ್ಲ ಇಲಾಖೆಗಳಿಗೂ ಸೂಚಿಸಲಾಗಿದೆ bbox=[83, 582, 277, 602]
story2-photo bbox=[38, 735, 326, 865]
epaper-url[interactable]: ಇ-ಪೇಪರ್: www.munjanevarth.com bbox=[683, 72, 912, 88]
story4-byline bbox=[778, 1030, 910, 1064]
mass-protest-photo bbox=[482, 609, 909, 804]
tagline: ಕನ್ನಡ ದಿನಪತ್ರಿಕೆ bbox=[538, 116, 594, 129]
date-kannada: ಮಂಗಳವಾರ 27 ಮೇ 2025 bbox=[808, 89, 909, 100]
story4-column-2: ತಿಳಿಸಿದ್ದರಿಂದ ಮಾದಾಪುರ ಗ್ರಾಮ ಕೆಪಿಪಿ ಸಭೆಯಲ್ಲಿ ಪ್ರಶ್ನಿಸಿ ಸಮಸ್ಯೆ ಆಲಿಸಿದ್ದೇನೆ. ಇದಕ್ಕೆ ಮನ್ಮುಲ್ ನಿರ್ದೇಶಕ ಡಾಲು ರವಿ ಡೇರಿ ಕಾರ್ಯದರ್ಶಿಗಳನ್ನು ಕೆಪಿಪಿ ಸಭೆಗೆ ಕರೆಯಲು ಶಾಸಕ ಯಾರು ಎಂದು ಏಕವಚನದಲ್ಲಿ bbox=[482, 1032, 625, 1073]
banner-badge: We Reject Waqf Act bbox=[618, 648, 658, 653]
story2-column-3: ಸೂಚಿಸಲಾಗಿದೆ ಎಂದು ತಹಶೀಲ್ದಾರ್ ಚಂದ್ರಶೇಖರ ನಾಯ್ಕ್ ಮಾಹಿತಿ ನೀಡಿದರು. ಪಟ್ಟಣದ ತಾಲೂಕು ಕಚೇರಿಯಲ್ಲಿ ಸೋಮವಾರ ಪ್ರಕೃತಿ ವಿಕೋಪ ಮುಂಜಾಗೃತಾ ಸಭೆಯ ಅಧ್ಯಕ್ಷತೆ ವಹಿಸಿ ಮಾತನಾಡಿದ ಅವರು, ಸೈಕ್ಲೋನ್‌ನಿಂದಾಗಿ ಕಳೆದ ಕೆಲದಿನದಿಂದ ತಾಲೂಕು ವ್ಯಾಪ್ತಿಯಲ್ಲಿ ಮಳೆ ಪ್ರಮಾಣ ಹೆಚ್ಚುತ್ತಿರುವ ಹಿನ್ನೆಲೆಯಲ್ಲಿ ತಾಲೂಕು ಆಡಳಿತ ಅಗತ್ಯ ಸುರಕ್ಷತಾ ಕ್ರಮ ತೆಗೆದುಕೊಂಡಿದೆ. ತಹಶೀಲ್ದಾರ್ ಕಚೇರಿ, ಉಪವಿಭಾಗಾಧಿಕಾರಿ ಕಚೇರಿ, ಗ್ರಾಮಾಂತರ, ಆನಂದಪುರ, ಕಾರ್ಗಲ್ ಹಾಗೂ ಪೇಟೆ ಪೊಲೀಸ್ ಸ್ಟೇಷನ್, ಮೆಸ್ಕಾಂ ಮೊದಲಾದ ಇಲಾಖೆಗಳ ಕಚೇರಿಯಲ್ಲಿ ಸಾರ್ವಜನಿಕರ ಸುರಕ್ಷತೆಗಾಗಿ ಹೆಲ್ಪ್ ಡೆಸ್ಕ್ bbox=[38, 870, 178, 985]
story1-caption-2: ಸೆನೆಟ್ ಭವನದಲ್ಲಿ ಪ್ರೊ.ಕೆ.ಎಸ್.ರಂಗಪ್ಪ ಅವರ ಹುಟ್ಟುಹಬ್ಬ ಹಾಗೂ ಅಭಿನಂದನಾ ಸಮಾರಂಭ ನೆರವೇರಲಿದೆ. bbox=[480, 424, 590, 455]
story3-byline: ವರದಿ: ಎ.ಎನ್.ಲೋಕೇಶ್ bbox=[632, 810, 760, 828]
banner-org-kannada: ಮಲೆನಾಡು ಮುಸ್ಲಿಂ ಒಕ್ಕೂಟ ಸಾಗರ bbox=[684, 669, 776, 678]
